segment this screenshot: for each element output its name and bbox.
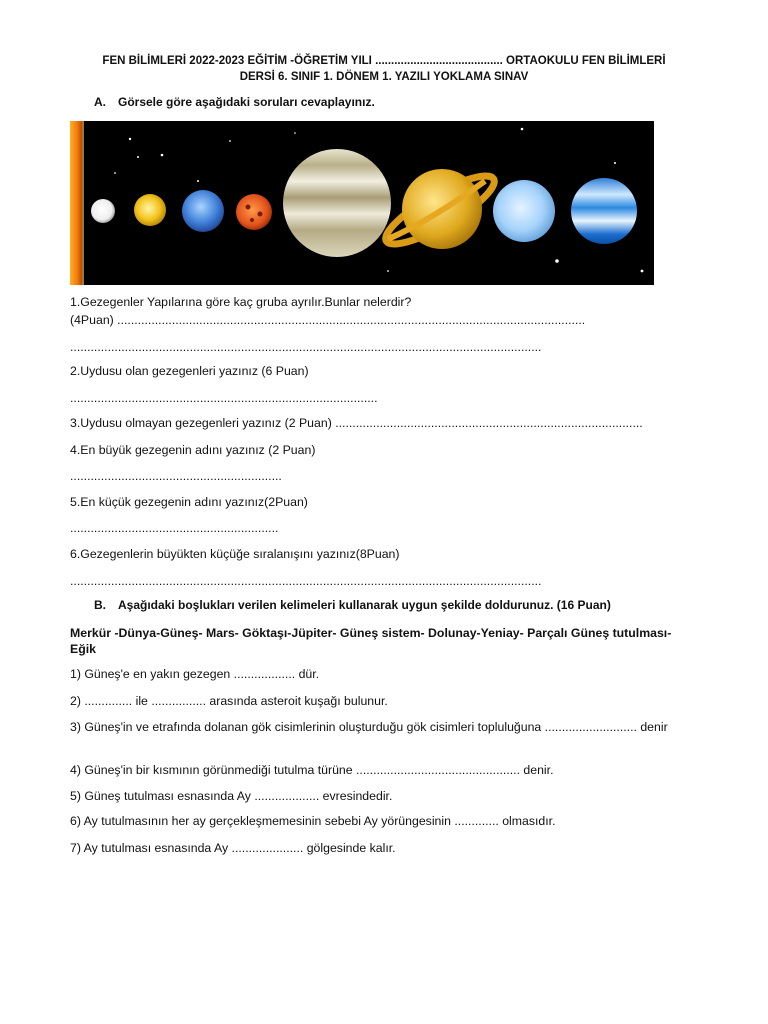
word-bank: Merkür -Dünya-Güneş- Mars- Göktaşı-Jüpiter- Güneş sistem- Dolunay-Yeniay- Parçalı Güneş tutulması-Eğik [70,626,672,656]
section-a-heading [94,95,375,109]
question-6-answer-line[interactable]: .......................................................................................................................................... [70,574,542,588]
solar-system-image [70,121,654,285]
question-5-answer-line[interactable]: ............................................................. [70,521,279,535]
section-a-letter: A. [94,95,106,109]
question-2-answer-line[interactable]: .......................................................................................... [70,391,378,405]
section-b-title: Aşağıdaki boşlukları verilen kelimeleri kullanarak uygun şekilde doldurunuz. (16 Puan) [118,598,611,612]
question-1: 1.Gezegenler Yapılarına göre kaç gruba ayrılır.Bunlar nelerdir? [70,295,412,309]
fill-question-4[interactable]: 4) Güneş'in bir kısmının görünmediği tutulma türüne ................................................ denir. [70,763,554,777]
fill-question-5[interactable]: 5) Güneş tutulması esnasında Ay ................... evresindedir. [70,789,393,803]
fill-question-3[interactable]: 3) Güneş'in ve etrafında dolanan gök cisimlerinin oluşturduğu gök cisimleri topluluğuna ........................... denir [70,720,668,734]
fill-question-1[interactable]: 1) Güneş'e en yakın gezegen .................. dür. [70,667,320,681]
fill-question-2[interactable]: 2) .............. ile ................ arasında asteroit kuşağı bulunur. [70,694,388,708]
question-2: 2.Uydusu olan gezegenleri yazınız (6 Puan) [70,364,309,378]
fill-question-7[interactable]: 7) Ay tutulması esnasında Ay ..................... gölgesinde kalır. [70,841,396,855]
fill-question-6[interactable]: 6) Ay tutulmasının her ay gerçekleşmemesinin sebebi Ay yörüngesinin ............. olmasıdır. [70,814,556,828]
question-1-answer-line-2[interactable]: .......................................................................................................................................... [70,340,542,354]
solar-system-illustration [70,121,654,285]
question-4: 4.En büyük gezegenin adını yazınız (2 Puan) [70,443,316,457]
section-b-letter: B. [94,598,106,612]
question-5: 5.En küçük gezegenin adını yazınız(2Puan) [70,495,308,509]
question-4-answer-line[interactable]: .............................................................. [70,469,282,483]
exam-title-line-1: FEN BİLİMLERİ 2022-2023 EĞİTİM -ÖĞRETİM YILI ........................................ ORTAOKULU FEN BİLİMLERİ [102,55,666,67]
section-b-heading [94,598,611,612]
question-1-answer-line-1[interactable]: (4Puan) ......................................................................................................................................... [70,313,586,327]
section-a-title: Görsele göre aşağıdaki soruları cevaplayınız. [118,95,375,109]
question-3[interactable]: 3.Uydusu olmayan gezegenleri yazınız (2 Puan) .......................................................................................... [70,416,643,430]
question-6: 6.Gezegenlerin büyükten küçüğe sıralanışını yazınız(8Puan) [70,547,400,561]
exam-title-line-2: DERSİ 6. SINIF 1. DÖNEM 1. YAZILI YOKLAMA SINAV [239,71,529,83]
